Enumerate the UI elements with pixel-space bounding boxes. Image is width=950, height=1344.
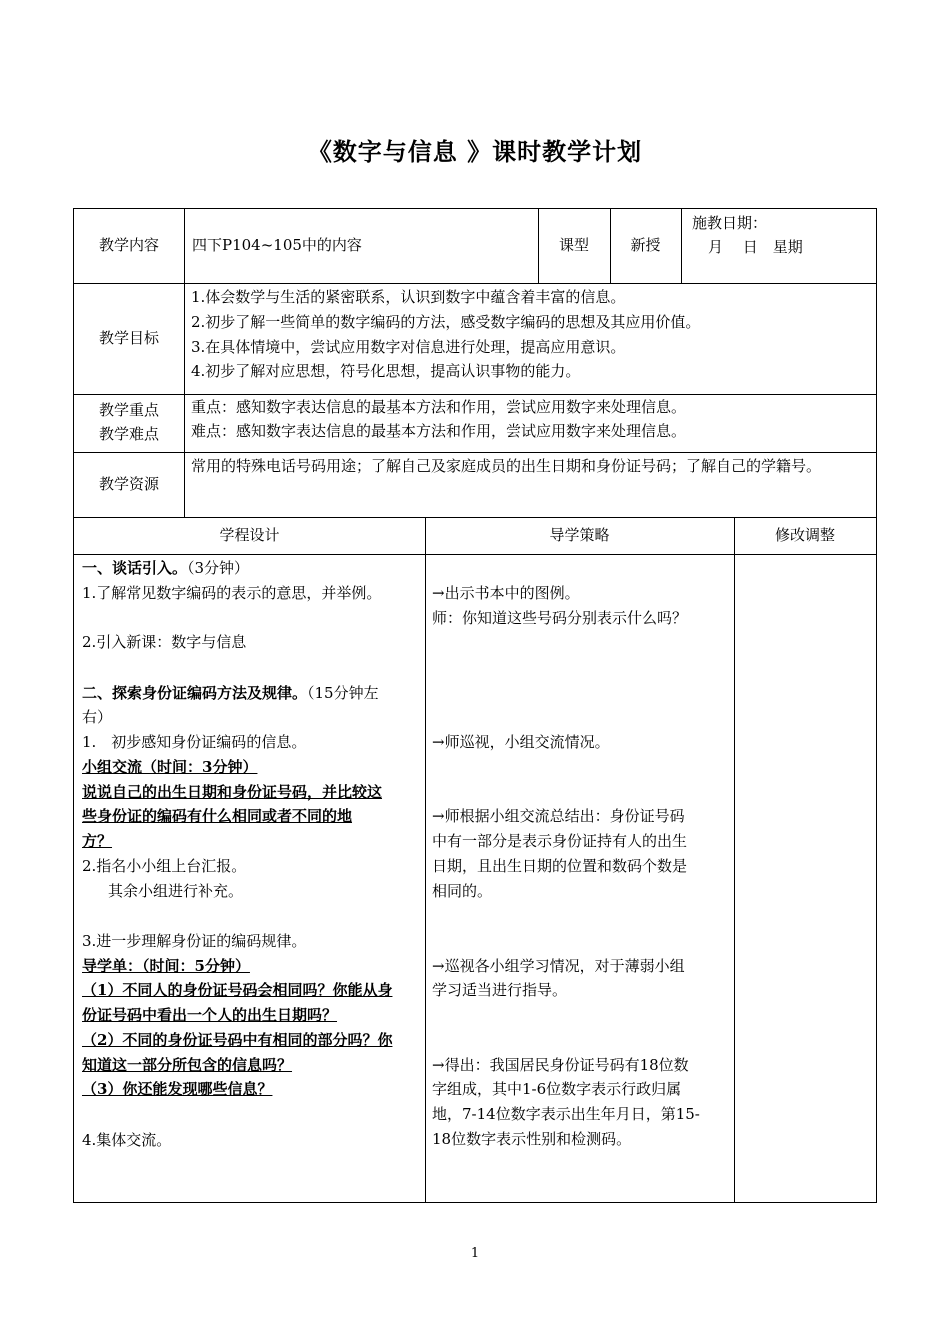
- guide-question: 知道这一部分所包含的信息吗？: [82, 1056, 293, 1074]
- lesson-type-label: 课型: [558, 236, 589, 254]
- design-column-header: 学程设计: [219, 526, 280, 544]
- row-divider: [74, 554, 876, 555]
- date-label: 施教日期：: [692, 214, 768, 232]
- row-divider: [74, 452, 876, 453]
- group-activity-heading: 小组交流（时间：3分钟）: [82, 758, 258, 776]
- strategy-item: 学习适当进行指导。: [432, 981, 568, 999]
- strategy-item: →师根据小组交流总结出：身份证号码: [432, 807, 685, 825]
- strategy-item: →师巡视，小组交流情况。: [432, 733, 610, 751]
- difficult-point-label: 教学难点: [98, 425, 159, 443]
- strategy-item: 中有一部分是表示身份证持有人的出生: [432, 832, 688, 850]
- group-question: 说说自己的出生日期和身份证号码，并比较这: [82, 783, 383, 801]
- content-value: 四下P104~105中的内容: [192, 236, 362, 254]
- strategy-item: 日期，且出生日期的位置和数码个数是: [432, 857, 688, 875]
- page-number: 1: [470, 1246, 480, 1261]
- page-title: 《数字与信息 》课时教学计划: [307, 138, 643, 166]
- guide-question: 份证号码中看出一个人的出生日期吗？: [82, 1006, 338, 1024]
- column-divider: [681, 209, 682, 283]
- objective-item: 4.初步了解对应思想，符号化思想，提高认识事物的能力。: [191, 362, 581, 380]
- section-title: 二、探索身份证编码方法及规律。: [82, 684, 308, 702]
- guide-sheet-heading: 导学单：（时间：5分钟）: [82, 957, 250, 975]
- strategy-item: 字组成，其中1-6位数字表示行政归属: [432, 1080, 682, 1098]
- key-point-label: 教学重点: [98, 401, 159, 419]
- section-title: 一、谈话引入。: [82, 559, 188, 577]
- design-item: 1. 初步感知身份证编码的信息。: [82, 733, 307, 751]
- section-time: （15分钟左: [307, 684, 379, 702]
- guide-question: （3）你还能发现哪些信息？: [82, 1080, 273, 1098]
- section-time-continued: 右）: [82, 708, 113, 726]
- strategy-item: →得出：我国居民身份证号码有18位数: [432, 1056, 689, 1074]
- strategy-item: →出示书本中的图例。: [432, 584, 580, 602]
- key-point-text: 重点：感知数字表达信息的最基本方法和作用，尝试应用数字来处理信息。: [191, 398, 687, 416]
- revision-column-header: 修改调整: [774, 526, 835, 544]
- section-heading: [82, 556, 249, 581]
- strategy-item: 师：你知道这些号码分别表示什么吗？: [432, 609, 688, 627]
- strategy-item: 地，7-14位数字表示出生年月日，第15-: [432, 1105, 700, 1123]
- content-label: 教学内容: [98, 236, 159, 254]
- section-time: （3分钟）: [187, 559, 250, 577]
- difficult-point-text: 难点：感知数字表达信息的最基本方法和作用，尝试应用数字来处理信息。: [191, 422, 687, 440]
- section-heading: [82, 681, 379, 706]
- strategy-item: →巡视各小组学习情况，对于薄弱小组: [432, 957, 685, 975]
- row-divider: [74, 283, 876, 284]
- column-divider: [184, 209, 185, 517]
- strategy-column-header: 导学策略: [549, 526, 610, 544]
- objectives-label: 教学目标: [98, 329, 159, 347]
- design-item: 4.集体交流。: [82, 1131, 172, 1149]
- design-item: 1.了解常见数字编码的表示的意思，并举例。: [82, 584, 382, 602]
- column-divider: [425, 517, 426, 1202]
- lesson-plan-table: [73, 208, 877, 1203]
- group-question: 方？: [82, 832, 113, 850]
- resources-label: 教学资源: [98, 475, 159, 493]
- column-divider: [734, 517, 735, 1202]
- guide-question: （1）不同人的身份证号码会相同吗？你能从身: [82, 981, 393, 999]
- design-item: 其余小组进行补充。: [108, 882, 244, 900]
- design-item: 3.进一步理解身份证的编码规律。: [82, 932, 307, 950]
- design-item: 2.引入新课：数字与信息: [82, 633, 247, 651]
- objective-item: 2.初步了解一些简单的数字编码的方法，感受数字编码的思想及其应用价值。: [191, 313, 701, 331]
- row-divider: [74, 517, 876, 518]
- objective-item: 3.在具体情境中，尝试应用数字对信息进行处理，提高应用意识。: [191, 338, 626, 356]
- resources-text: 常用的特殊电话号码用途；了解自己及家庭成员的出生日期和身份证号码；了解自己的学籍号。: [191, 457, 822, 475]
- design-item: 2.指名小小组上台汇报。: [82, 857, 247, 875]
- strategy-item: 18位数字表示性别和检测码。: [432, 1130, 632, 1148]
- date-fields: 月 日 星期: [708, 238, 803, 256]
- objective-item: 1.体会数学与生活的紧密联系，认识到数字中蕴含着丰富的信息。: [191, 288, 626, 306]
- guide-question: （2）不同的身份证号码中有相同的部分吗？你: [82, 1031, 393, 1049]
- group-question: 些身份证的编码有什么相同或者不同的地: [82, 807, 353, 825]
- strategy-item: 相同的。: [432, 882, 493, 900]
- lesson-type-value: 新授: [630, 236, 661, 254]
